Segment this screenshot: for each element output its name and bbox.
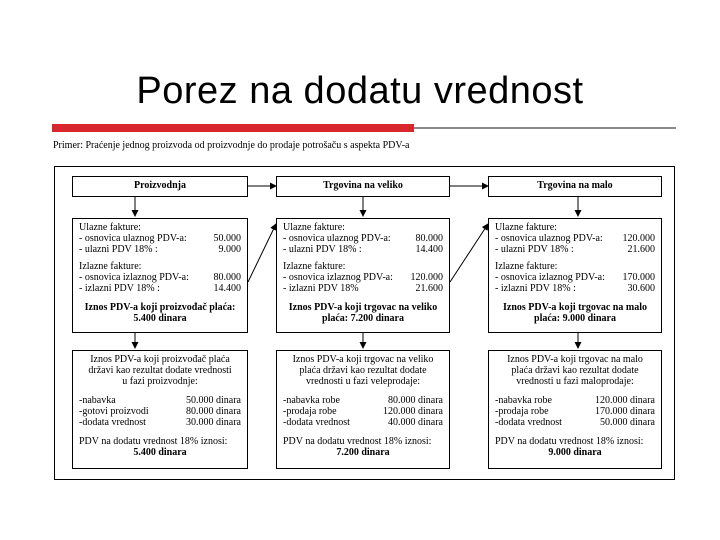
row-value: 21.600 — [627, 244, 655, 255]
row-value: 120.000 dinara — [595, 395, 655, 406]
calc-row — [283, 417, 443, 428]
slide-title: Porez na dodatu vrednost — [136, 70, 584, 112]
row-value: 14.400 — [213, 283, 241, 294]
row-value: 80.000 — [415, 233, 443, 244]
calc-row — [283, 406, 443, 417]
row-label: -prodaja robe — [495, 406, 549, 417]
izlazne-row — [495, 272, 655, 283]
row-label: - osnovica ulaznog PDV-a: — [495, 233, 603, 244]
row-label: - ulazni PDV 18% : — [495, 244, 574, 255]
desc-line: Iznos PDV-a koji trgovac na veliko — [292, 354, 434, 365]
arrow-detail-2-3 — [450, 224, 488, 282]
calc-row — [495, 417, 655, 428]
izlazne-row — [79, 283, 241, 294]
vat-amount-line2: 5.400 dinara — [133, 313, 187, 324]
row-label: - izlazni PDV 18% — [283, 283, 359, 294]
row-value: 120.000 dinara — [383, 406, 443, 417]
row-value: 50.000 dinara — [186, 395, 241, 406]
desc-line: Iznos PDV-a koji proizvođač plaća — [90, 354, 230, 365]
calc-row — [79, 395, 241, 406]
invoice-box-wholesale — [276, 218, 450, 333]
ulazne-label: Ulazne fakture: — [283, 222, 345, 233]
row-value: 21.600 — [415, 283, 443, 294]
desc-line: plaća državi kao rezultat dodate — [511, 365, 639, 376]
row-label: -dodata vrednost — [79, 417, 146, 428]
izlazne-label: Izlazne fakture: — [495, 261, 558, 272]
row-label: - izlazni PDV 18% : — [79, 283, 160, 294]
row-label: - ulazni PDV 18% : — [79, 244, 158, 255]
row-value: 9.000 — [218, 244, 241, 255]
row-value: 30.600 — [627, 283, 655, 294]
row-label: - ulazni PDV 18% : — [283, 244, 362, 255]
ulazne-label: Ulazne fakture: — [79, 222, 141, 233]
invoice-box-production — [72, 218, 248, 333]
ulazne-row — [283, 233, 443, 244]
summary-box-production — [72, 350, 248, 469]
desc-line: Iznos PDV-a koji trgovac na malo — [507, 354, 643, 365]
vat-amount-line2: plaća: 9.000 dinara — [534, 313, 616, 324]
vat-amount-line1: Iznos PDV-a koji trgovac na malo — [503, 302, 647, 313]
row-value: 120.000 — [410, 272, 443, 283]
calc-row — [283, 395, 443, 406]
row-label: -nabavka robe — [495, 395, 552, 406]
summary-box-retail — [488, 350, 662, 469]
row-label: -dodata vrednost — [283, 417, 350, 428]
title-accent-bar — [52, 124, 414, 132]
row-label: - osnovica izlaznog PDV-a: — [495, 272, 605, 283]
row-value: 170.000 dinara — [595, 406, 655, 417]
row-value: 50.000 — [213, 233, 241, 244]
ulazne-row — [283, 244, 443, 255]
izlazne-row — [283, 283, 443, 294]
row-label: -gotovi proizvodi — [79, 406, 149, 417]
vat-amount-line1: Iznos PDV-a koji trgovac na veliko — [288, 302, 438, 313]
stage-header-retail: Trgovina na malo — [488, 176, 662, 197]
vat-amount-line1: Iznos PDV-a koji proizvođač plaća: — [84, 302, 236, 313]
calc-row — [79, 417, 241, 428]
final-line2: 9.000 dinara — [548, 447, 602, 458]
row-label: -dodata vrednost — [495, 417, 562, 428]
ulazne-row — [495, 244, 655, 255]
desc-line: vrednosti u fazi maloprodaje: — [516, 376, 634, 387]
final-line1: PDV na dodatu vrednost 18% iznosi: — [495, 436, 644, 447]
row-label: -prodaja robe — [283, 406, 337, 417]
final-line1: PDV na dodatu vrednost 18% iznosi: — [79, 436, 228, 447]
izlazne-label: Izlazne fakture: — [79, 261, 142, 272]
title-divider-line — [414, 127, 676, 129]
final-line2: 5.400 dinara — [133, 447, 187, 458]
diagram-caption: Primer: Praćenje jednog proizvoda od proizvodnje do prodaje potrošaču s aspekta PDV-a — [53, 140, 410, 151]
row-value: 120.000 — [622, 233, 655, 244]
row-label: - osnovica ulaznog PDV-a: — [79, 233, 187, 244]
row-value: 80.000 — [213, 272, 241, 283]
izlazne-label: Izlazne fakture: — [283, 261, 346, 272]
ulazne-row — [79, 244, 241, 255]
row-value: 30.000 dinara — [186, 417, 241, 428]
ulazne-row — [495, 233, 655, 244]
row-label: - osnovica izlaznog PDV-a: — [79, 272, 189, 283]
row-value: 50.000 dinara — [600, 417, 655, 428]
desc-line: vrednosti u fazi veleprodaje: — [305, 376, 421, 387]
row-label: - izlazni PDV 18% : — [495, 283, 576, 294]
stage-header-wholesale: Trgovina na veliko — [276, 176, 450, 197]
ulazne-row — [79, 233, 241, 244]
calc-row — [79, 406, 241, 417]
row-value: 14.400 — [415, 244, 443, 255]
izlazne-row — [283, 272, 443, 283]
row-value: 80.000 dinara — [388, 395, 443, 406]
stage-header-production: Proizvodnja — [72, 176, 248, 197]
ulazne-label: Ulazne fakture: — [495, 222, 557, 233]
final-line1: PDV na dodatu vrednost 18% iznosi: — [283, 436, 432, 447]
row-label: -nabavka robe — [283, 395, 340, 406]
calc-row — [495, 406, 655, 417]
diagram-area — [50, 138, 677, 480]
row-value: 40.000 dinara — [388, 417, 443, 428]
row-value: 80.000 dinara — [186, 406, 241, 417]
row-label: - osnovica ulaznog PDV-a: — [283, 233, 391, 244]
final-line2: 7.200 dinara — [336, 447, 390, 458]
summary-box-wholesale — [276, 350, 450, 469]
row-label: - osnovica izlaznog PDV-a: — [283, 272, 393, 283]
desc-line: državi kao rezultat dodate vrednosti — [88, 365, 232, 376]
arrow-detail-1-2 — [248, 224, 276, 282]
calc-row — [495, 395, 655, 406]
row-value: 170.000 — [622, 272, 655, 283]
invoice-box-retail — [488, 218, 662, 333]
izlazne-row — [79, 272, 241, 283]
desc-line: u fazi proizvodnje: — [122, 376, 198, 387]
vat-amount-line2: plaća: 7.200 dinara — [322, 313, 404, 324]
izlazne-row — [495, 283, 655, 294]
row-label: -nabavka — [79, 395, 116, 406]
desc-line: plaća državi kao rezultat dodate — [299, 365, 427, 376]
